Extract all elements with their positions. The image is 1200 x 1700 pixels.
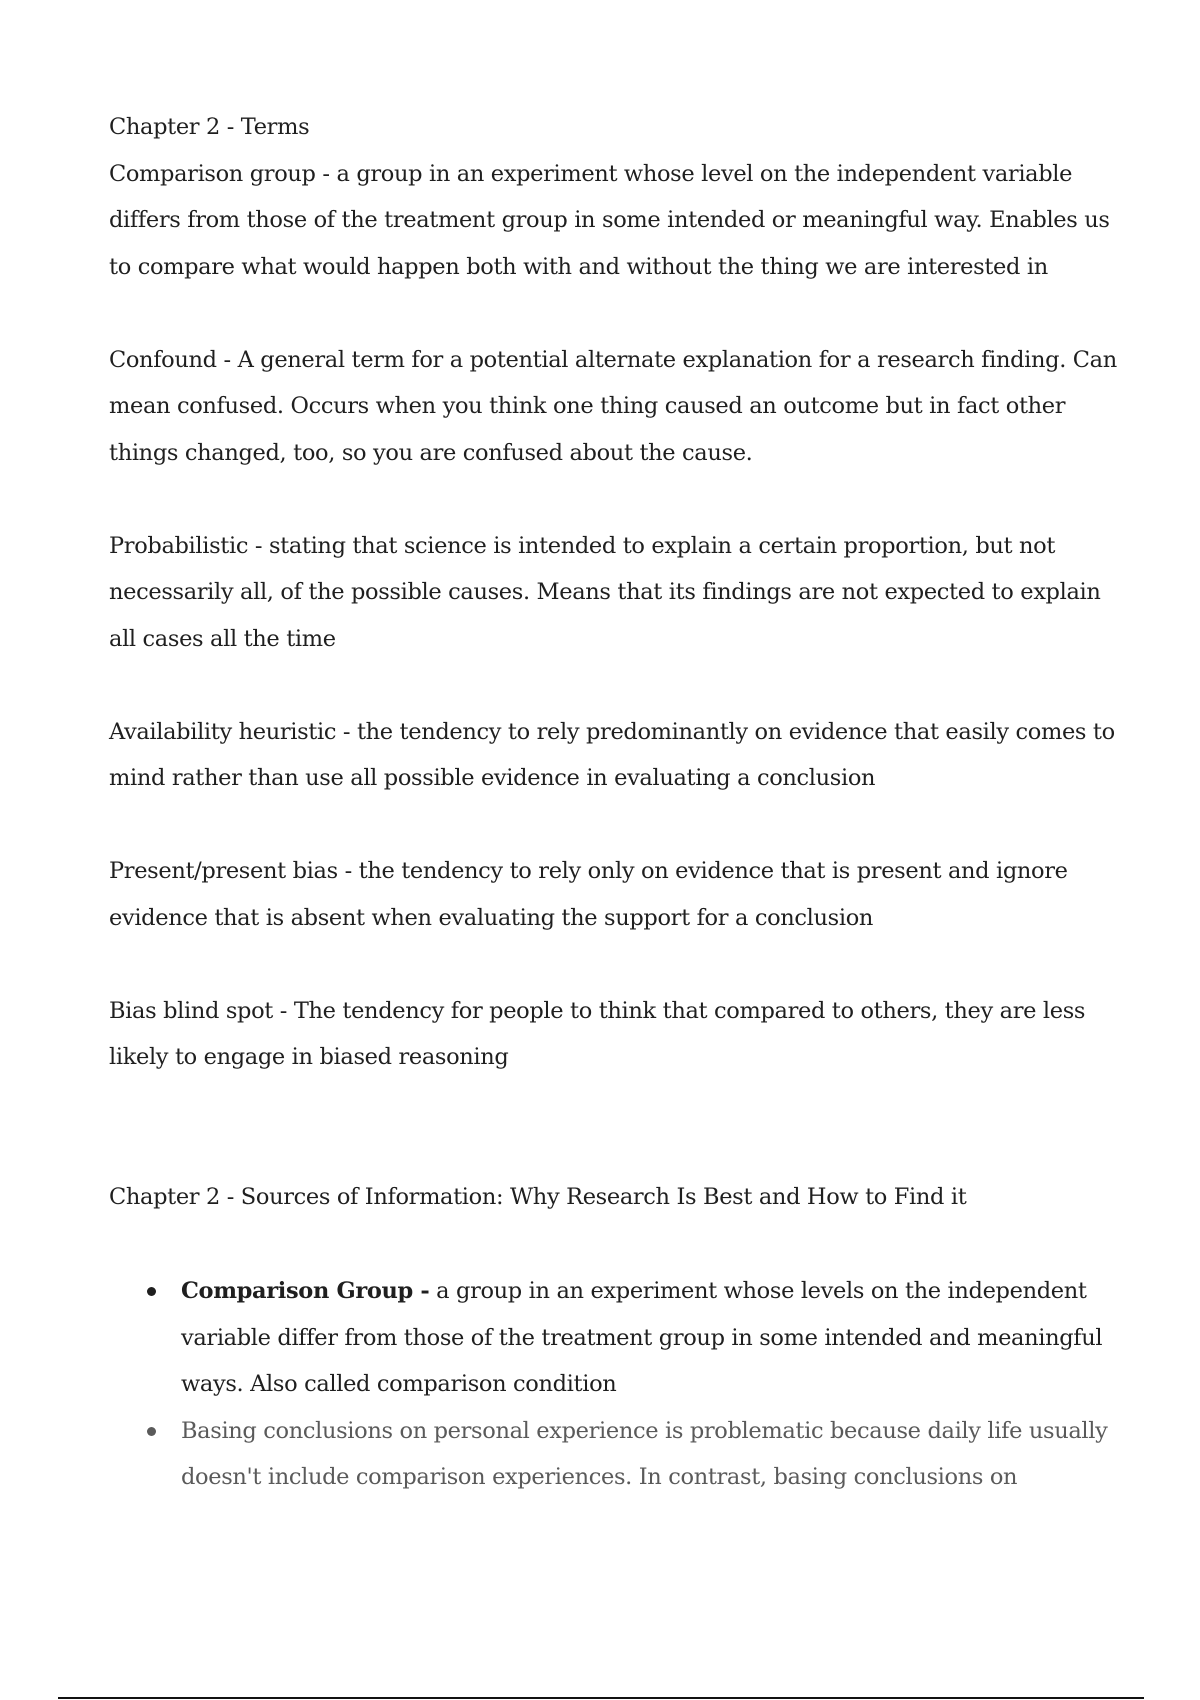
section-spacer <box>109 1081 1129 1174</box>
term-paragraph-present-bias: Present/present bias - the tendency to rely only on evidence that is present and ignore evidence that is absent when evaluating the support for a conclusion <box>109 858 1068 931</box>
bullet-definition: a group in an experiment whose levels on the independent variable differ from those of the treatment group in some intended and meaningful ways. Also called comparison condition <box>181 1278 1103 1397</box>
paragraph-spacer <box>109 941 1129 988</box>
term-paragraph-confound: Confound - A general term for a potential alternate explanation for a research finding. Can mean confused. Occurs when you think one thing caused an outcome but in fact other things changed, too, so you are confused about the cause. <box>109 346 1117 466</box>
paragraph-spacer <box>109 476 1129 523</box>
bullet-icon <box>147 1287 156 1296</box>
document-page <box>109 104 1129 1501</box>
paragraph-spacer <box>109 290 1129 337</box>
term-paragraph-comparison-group: Comparison group - a group in an experiment whose level on the independent variable differs from those of the treatment group in some intended or meaningful way. Enables us to compare what would happen both with and without the thing we are interested in <box>109 160 1110 280</box>
term-paragraph-availability-heuristic: Availability heuristic - the tendency to rely predominantly on evidence that easily comes to mind rather than use all possible evidence in evaluating a conclusion <box>109 718 1115 791</box>
list-spacer <box>109 1220 1129 1268</box>
term-paragraph-probabilistic: Probabilistic - stating that science is intended to explain a certain proportion, but not necessarily all, of the possible causes. Means that its findings are not expected to explain all cases all the time <box>109 532 1101 652</box>
bullet-icon <box>147 1427 156 1436</box>
term-paragraph-bias-blind-spot: Bias blind spot - The tendency for people to think that compared to others, they are less likely to engage in biased reasoning <box>109 997 1086 1070</box>
section-heading-terms: Chapter 2 - Terms <box>109 114 310 140</box>
section-heading-sources: Chapter 2 - Sources of Information: Why Research Is Best and How to Find it <box>109 1183 967 1210</box>
paragraph-spacer <box>109 802 1129 849</box>
list-item <box>181 1268 1129 1408</box>
page-bottom-divider <box>58 1697 1144 1699</box>
bullet-text: Basing conclusions on personal experience is problematic because daily life usually doesn't include comparison experiences. In contrast, basing conclusions on <box>181 1417 1108 1490</box>
bullet-list <box>109 1268 1129 1501</box>
list-item <box>181 1408 1129 1501</box>
paragraph-spacer <box>109 662 1129 709</box>
bullet-term: Comparison Group - <box>181 1278 430 1304</box>
